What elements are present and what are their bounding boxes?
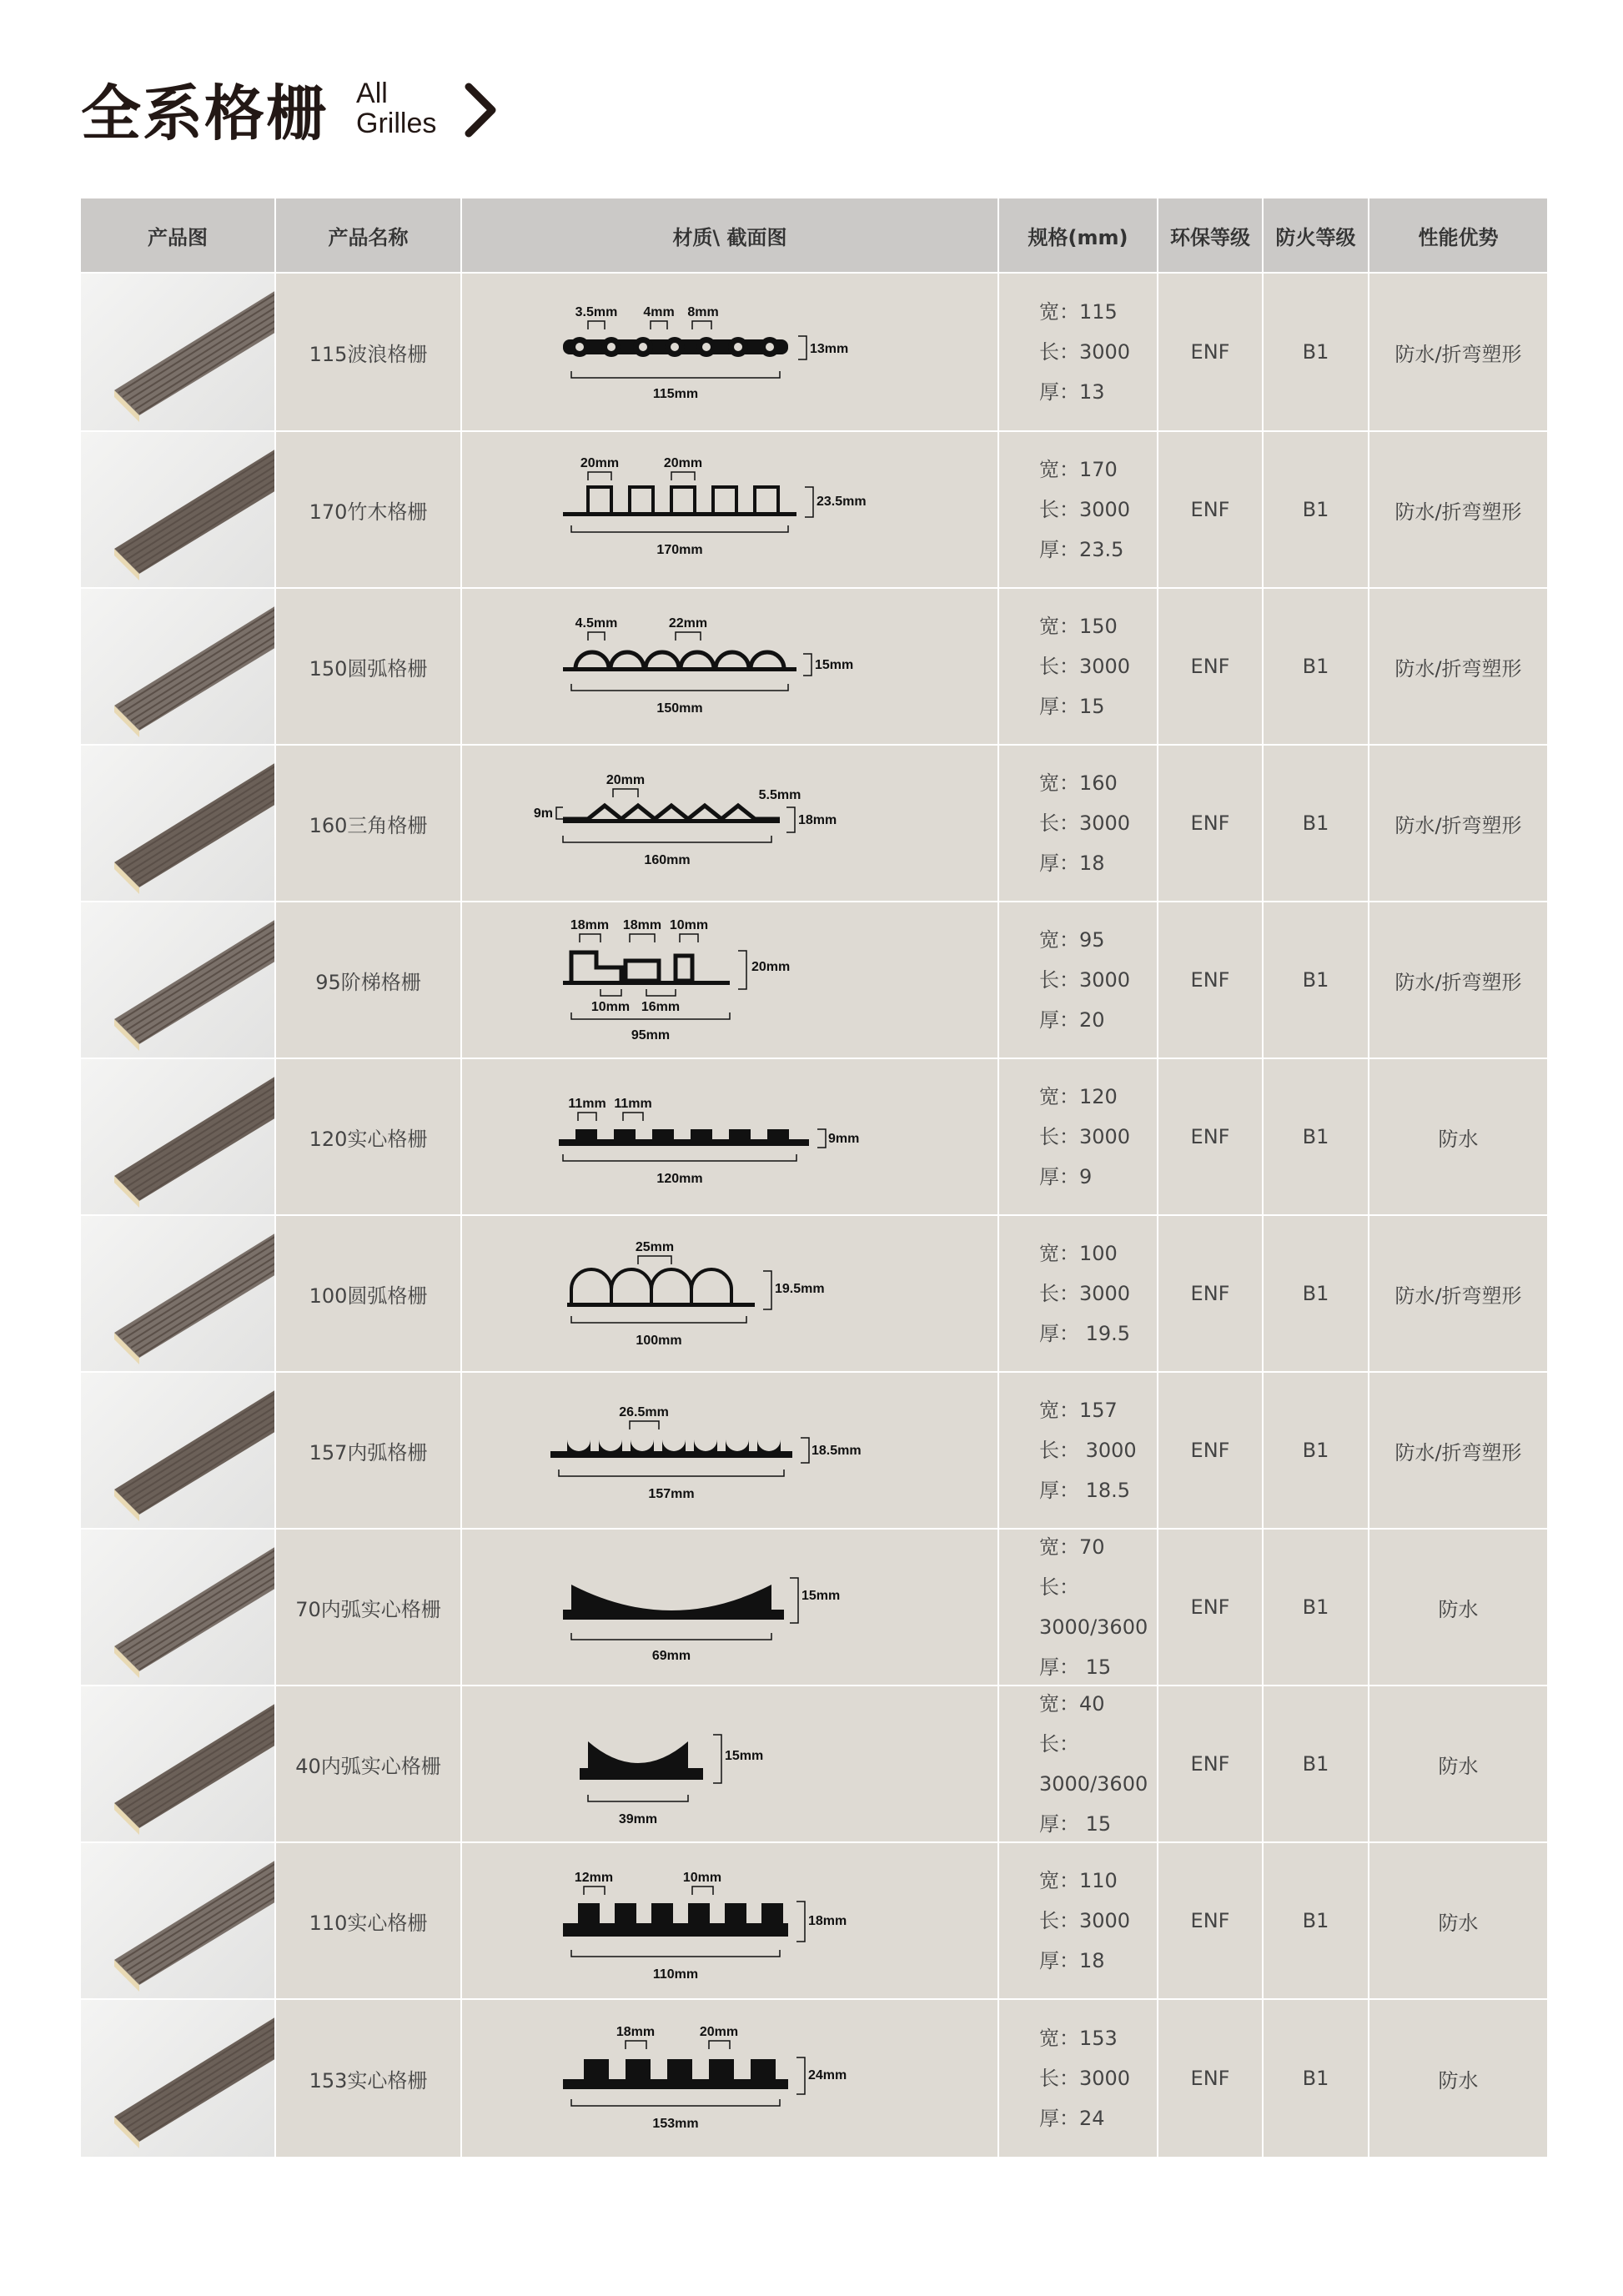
spec-cell — [999, 746, 1158, 901]
fire-grade: B1 — [1264, 1686, 1369, 1841]
product-thumbnail — [81, 1530, 274, 1685]
spec-length: 长： 3000/3600 — [1039, 1732, 1148, 1796]
spec-cell — [999, 589, 1158, 744]
product-name: 95阶梯格栅 — [276, 902, 462, 1058]
page-header — [81, 67, 436, 150]
spec-length: 长：3000 — [1039, 1282, 1131, 1305]
cross-section-diagram — [480, 909, 980, 1051]
env-grade: ENF — [1158, 432, 1264, 587]
dimension-label: 4mm — [643, 305, 675, 319]
cross-section-diagram — [480, 1379, 980, 1521]
product-thumbnail — [81, 1686, 274, 1841]
spec-thickness: 厚：20 — [1039, 1008, 1105, 1032]
product-image-cell — [81, 589, 276, 744]
product-image-cell — [81, 746, 276, 901]
env-grade: ENF — [1158, 902, 1264, 1058]
spec-thickness: 厚：23.5 — [1039, 538, 1124, 561]
spec-thickness: 厚：15 — [1039, 695, 1105, 718]
dimension-label: 9mm — [828, 1132, 860, 1146]
section-drawing-cell — [462, 1216, 999, 1371]
performance: 防水 — [1438, 2068, 1479, 2093]
fire-grade: B1 — [1264, 1216, 1369, 1371]
fire-grade: B1 — [1264, 1530, 1369, 1685]
table-row — [81, 1214, 1547, 1371]
fire-grade: B1 — [1264, 1843, 1369, 1998]
dimension-label: 150mm — [656, 701, 703, 716]
spec-width: 宽：153 — [1039, 2027, 1118, 2050]
product-image-cell — [81, 1373, 276, 1528]
table-row — [81, 1685, 1547, 1841]
product-photo — [81, 589, 274, 744]
table-header — [81, 198, 1547, 272]
dimension-label: 120mm — [656, 1172, 703, 1186]
product-photo — [81, 1373, 274, 1528]
fire-grade: B1 — [1264, 1059, 1369, 1214]
dimension-label: 16mm — [641, 1000, 681, 1014]
col-header-fire: 防火等级 — [1264, 198, 1369, 272]
fire-grade: B1 — [1264, 902, 1369, 1058]
product-thumbnail — [81, 1843, 274, 1998]
spec-width: 宽：100 — [1039, 1242, 1118, 1265]
env-grade: ENF — [1158, 1530, 1264, 1685]
product-photo — [81, 1843, 274, 1998]
performance: 防水 — [1438, 1911, 1479, 1935]
subtitle-line-1: All — [356, 78, 388, 109]
product-thumbnail — [81, 1059, 274, 1214]
product-thumbnail — [81, 1373, 274, 1528]
spec-thickness: 厚：13 — [1039, 380, 1105, 404]
spec-length: 长：3000 — [1039, 340, 1131, 364]
dimension-label: 25mm — [635, 1240, 675, 1254]
product-name: 160三角格栅 — [276, 746, 462, 901]
product-photo — [81, 1686, 274, 1841]
table-row — [81, 430, 1547, 587]
spec-cell — [999, 274, 1158, 430]
spec-thickness: 厚： 18.5 — [1039, 1479, 1131, 1502]
table-row — [81, 1998, 1547, 2157]
dimension-label: 19.5mm — [775, 1282, 825, 1296]
dimension-label: 20mm — [751, 960, 791, 974]
product-image-cell — [81, 432, 276, 587]
spec-length: 长： 3000 — [1039, 1439, 1137, 1462]
product-name: 70内弧实心格栅 — [276, 1530, 462, 1685]
dimension-label: 4.5mm — [575, 616, 618, 631]
section-drawing-cell — [462, 1059, 999, 1214]
dimension-label: 8mm — [687, 305, 719, 319]
product-name: 157内弧格栅 — [276, 1373, 462, 1528]
product-name: 115波浪格栅 — [276, 274, 462, 430]
spec-thickness: 厚：9 — [1039, 1165, 1093, 1188]
product-name: 40内弧实心格栅 — [276, 1686, 462, 1841]
spec-length: 长：3000 — [1039, 968, 1131, 992]
spec-cell — [999, 2000, 1158, 2157]
product-photo — [81, 274, 274, 430]
dimension-label: 18mm — [570, 918, 610, 932]
section-drawing-cell — [462, 2000, 999, 2157]
product-thumbnail — [81, 2000, 274, 2157]
env-grade: ENF — [1158, 274, 1264, 430]
product-image-cell — [81, 902, 276, 1058]
performance: 防水/折弯塑形 — [1394, 1440, 1522, 1465]
spec-cell — [999, 1216, 1158, 1371]
dimension-label: 15mm — [801, 1589, 841, 1603]
table-row — [81, 744, 1547, 901]
dimension-label: 24mm — [808, 2068, 847, 2082]
spec-width: 宽：115 — [1039, 300, 1118, 324]
dimension-label: 23.5mm — [817, 495, 867, 509]
performance: 防水/折弯塑形 — [1394, 1284, 1522, 1308]
product-thumbnail — [81, 902, 274, 1058]
dimension-label: 11mm — [614, 1097, 652, 1111]
dimension-label: 15mm — [725, 1749, 764, 1763]
spec-thickness: 厚：18 — [1039, 1949, 1105, 1972]
spec-width: 宽：170 — [1039, 458, 1118, 481]
table-row — [81, 272, 1547, 430]
fire-grade: B1 — [1264, 1373, 1369, 1528]
env-grade: ENF — [1158, 2000, 1264, 2157]
performance: 防水/折弯塑形 — [1394, 970, 1522, 994]
dimension-label: 10mm — [682, 1871, 722, 1885]
product-thumbnail — [81, 432, 274, 587]
dimension-label: 5.5mm — [758, 788, 801, 802]
dimension-label: 157mm — [648, 1487, 695, 1501]
spec-length: 长：3000 — [1039, 2067, 1131, 2090]
spec-width: 宽：160 — [1039, 771, 1118, 795]
cross-section-diagram — [480, 1066, 980, 1208]
product-photo — [81, 746, 274, 901]
dimension-label: 100mm — [636, 1334, 682, 1348]
product-image-cell — [81, 1843, 276, 1998]
fire-grade: B1 — [1264, 274, 1369, 430]
dimension-label: 18mm — [622, 918, 662, 932]
col-header-section: 材质\ 截面图 — [462, 198, 999, 272]
fire-grade: B1 — [1264, 432, 1369, 587]
dimension-label: 15mm — [815, 658, 854, 672]
cross-section-diagram — [480, 281, 980, 423]
product-image-cell — [81, 2000, 276, 2157]
dimension-label: 110mm — [652, 1967, 699, 1982]
performance: 防水/折弯塑形 — [1394, 342, 1522, 366]
dimension-label: 18mm — [616, 2025, 656, 2039]
product-name: 120实心格栅 — [276, 1059, 462, 1214]
spec-width: 宽：40 — [1039, 1692, 1105, 1716]
spec-length: 长：3000 — [1039, 1909, 1131, 1932]
table-body — [81, 272, 1547, 2157]
spec-length: 长：3000/3600 — [1039, 1575, 1148, 1639]
table-row — [81, 1528, 1547, 1685]
section-drawing-cell — [462, 589, 999, 744]
env-grade: ENF — [1158, 589, 1264, 744]
table-row — [81, 1058, 1547, 1214]
table-row — [81, 1841, 1547, 1998]
dimension-label: 160mm — [644, 853, 691, 867]
product-image-cell — [81, 1530, 276, 1685]
spec-length: 长：3000 — [1039, 811, 1131, 835]
product-name: 170竹木格栅 — [276, 432, 462, 587]
spec-width: 宽：120 — [1039, 1085, 1118, 1108]
env-grade: ENF — [1158, 1216, 1264, 1371]
table-row — [81, 587, 1547, 744]
spec-width: 宽：110 — [1039, 1869, 1118, 1892]
fire-grade: B1 — [1264, 2000, 1369, 2157]
env-grade: ENF — [1158, 1373, 1264, 1528]
dimension-label: 18mm — [808, 1914, 847, 1928]
env-grade: ENF — [1158, 1843, 1264, 1998]
dimension-label: 10mm — [669, 918, 709, 932]
col-header-name: 产品名称 — [276, 198, 462, 272]
dimension-label: 26.5mm — [619, 1405, 669, 1419]
product-thumbnail — [81, 1216, 274, 1371]
subtitle-line-2: Grilles — [356, 108, 437, 139]
product-name: 100圆弧格栅 — [276, 1216, 462, 1371]
performance: 防水 — [1438, 1127, 1479, 1151]
spec-width: 宽：95 — [1039, 928, 1105, 952]
spec-cell — [999, 1843, 1158, 1998]
dimension-label: 39mm — [618, 1812, 658, 1826]
product-table — [81, 198, 1547, 2157]
spec-cell — [999, 432, 1158, 587]
spec-thickness: 厚：18 — [1039, 852, 1105, 875]
col-header-image: 产品图 — [81, 198, 276, 272]
env-grade: ENF — [1158, 746, 1264, 901]
section-drawing-cell — [462, 1530, 999, 1685]
performance: 防水/折弯塑形 — [1394, 500, 1522, 524]
cross-section-diagram — [480, 1536, 980, 1678]
dimension-label: 69mm — [651, 1649, 691, 1663]
spec-width: 宽：150 — [1039, 615, 1118, 638]
product-thumbnail — [81, 746, 274, 901]
spec-thickness: 厚： 19.5 — [1039, 1322, 1131, 1345]
section-drawing-cell — [462, 1686, 999, 1841]
cross-section-diagram — [480, 595, 980, 737]
chevron-right-icon[interactable] — [457, 77, 507, 143]
spec-cell — [999, 1059, 1158, 1214]
product-name: 153实心格栅 — [276, 2000, 462, 2157]
spec-cell — [999, 1530, 1158, 1685]
page-title: 全系格栅 — [81, 78, 329, 148]
dimension-label: 153mm — [652, 2117, 699, 2131]
dimension-label: 12mm — [574, 1871, 614, 1885]
product-photo — [81, 1530, 274, 1685]
table-row — [81, 901, 1547, 1058]
dimension-label: 22mm — [668, 616, 708, 631]
dimension-label: 18mm — [798, 813, 837, 827]
dimension-label: 20mm — [580, 456, 620, 470]
spec-length: 长：3000 — [1039, 655, 1131, 678]
dimension-label: 20mm — [663, 456, 703, 470]
dimension-label: 20mm — [699, 2025, 739, 2039]
cross-section-diagram — [480, 752, 980, 894]
section-drawing-cell — [462, 746, 999, 901]
col-header-env: 环保等级 — [1158, 198, 1264, 272]
product-thumbnail — [81, 589, 274, 744]
product-image-cell — [81, 1686, 276, 1841]
cross-section-diagram — [480, 1223, 980, 1364]
cross-section-diagram — [480, 1693, 980, 1835]
performance: 防水 — [1438, 1597, 1479, 1621]
product-image-cell — [81, 274, 276, 430]
product-image-cell — [81, 1216, 276, 1371]
env-grade: ENF — [1158, 1059, 1264, 1214]
dimension-label: 115mm — [652, 387, 699, 401]
cross-section-diagram — [480, 439, 980, 580]
spec-length: 长：3000 — [1039, 498, 1131, 521]
section-drawing-cell — [462, 274, 999, 430]
section-drawing-cell — [462, 1843, 999, 1998]
col-header-spec: 规格(mm) — [999, 198, 1158, 272]
product-image-cell — [81, 1059, 276, 1214]
spec-thickness: 厚： 15 — [1039, 1812, 1112, 1836]
dimension-label: 20mm — [605, 773, 646, 787]
env-grade: ENF — [1158, 1686, 1264, 1841]
dimension-label: 18.5mm — [812, 1444, 862, 1458]
section-drawing-cell — [462, 1373, 999, 1528]
spec-width: 宽：157 — [1039, 1399, 1118, 1422]
spec-length: 长：3000 — [1039, 1125, 1131, 1148]
fire-grade: B1 — [1264, 746, 1369, 901]
product-thumbnail — [81, 274, 274, 430]
spec-cell — [999, 902, 1158, 1058]
cross-section-diagram — [480, 1850, 980, 1992]
dimension-label: 10mm — [590, 1000, 631, 1014]
spec-width: 宽：70 — [1039, 1535, 1105, 1559]
performance: 防水 — [1438, 1754, 1479, 1778]
product-photo — [81, 1216, 274, 1371]
product-name: 150圆弧格栅 — [276, 589, 462, 744]
col-header-performance: 性能优势 — [1418, 225, 1499, 249]
dimension-label: 11mm — [568, 1097, 606, 1111]
cross-section-diagram — [480, 2007, 980, 2149]
dimension-label: 13mm — [810, 342, 849, 356]
section-drawing-cell — [462, 432, 999, 587]
dimension-label: 95mm — [631, 1028, 671, 1042]
spec-cell — [999, 1686, 1158, 1841]
product-photo — [81, 432, 274, 587]
page-subtitle — [356, 78, 436, 138]
spec-thickness: 厚： 15 — [1039, 1655, 1112, 1679]
performance: 防水/折弯塑形 — [1394, 813, 1522, 837]
performance: 防水/折弯塑形 — [1394, 656, 1522, 681]
fire-grade: B1 — [1264, 589, 1369, 744]
section-drawing-cell — [462, 902, 999, 1058]
product-photo — [81, 1059, 274, 1214]
spec-cell — [999, 1373, 1158, 1528]
table-row — [81, 1371, 1547, 1528]
spec-thickness: 厚：24 — [1039, 2107, 1105, 2130]
product-photo — [81, 2000, 274, 2157]
dimension-label: 9m — [533, 806, 553, 821]
dimension-label: 170mm — [656, 543, 703, 557]
product-name: 110实心格栅 — [276, 1843, 462, 1998]
product-photo — [81, 902, 274, 1058]
dimension-label: 3.5mm — [575, 305, 618, 319]
